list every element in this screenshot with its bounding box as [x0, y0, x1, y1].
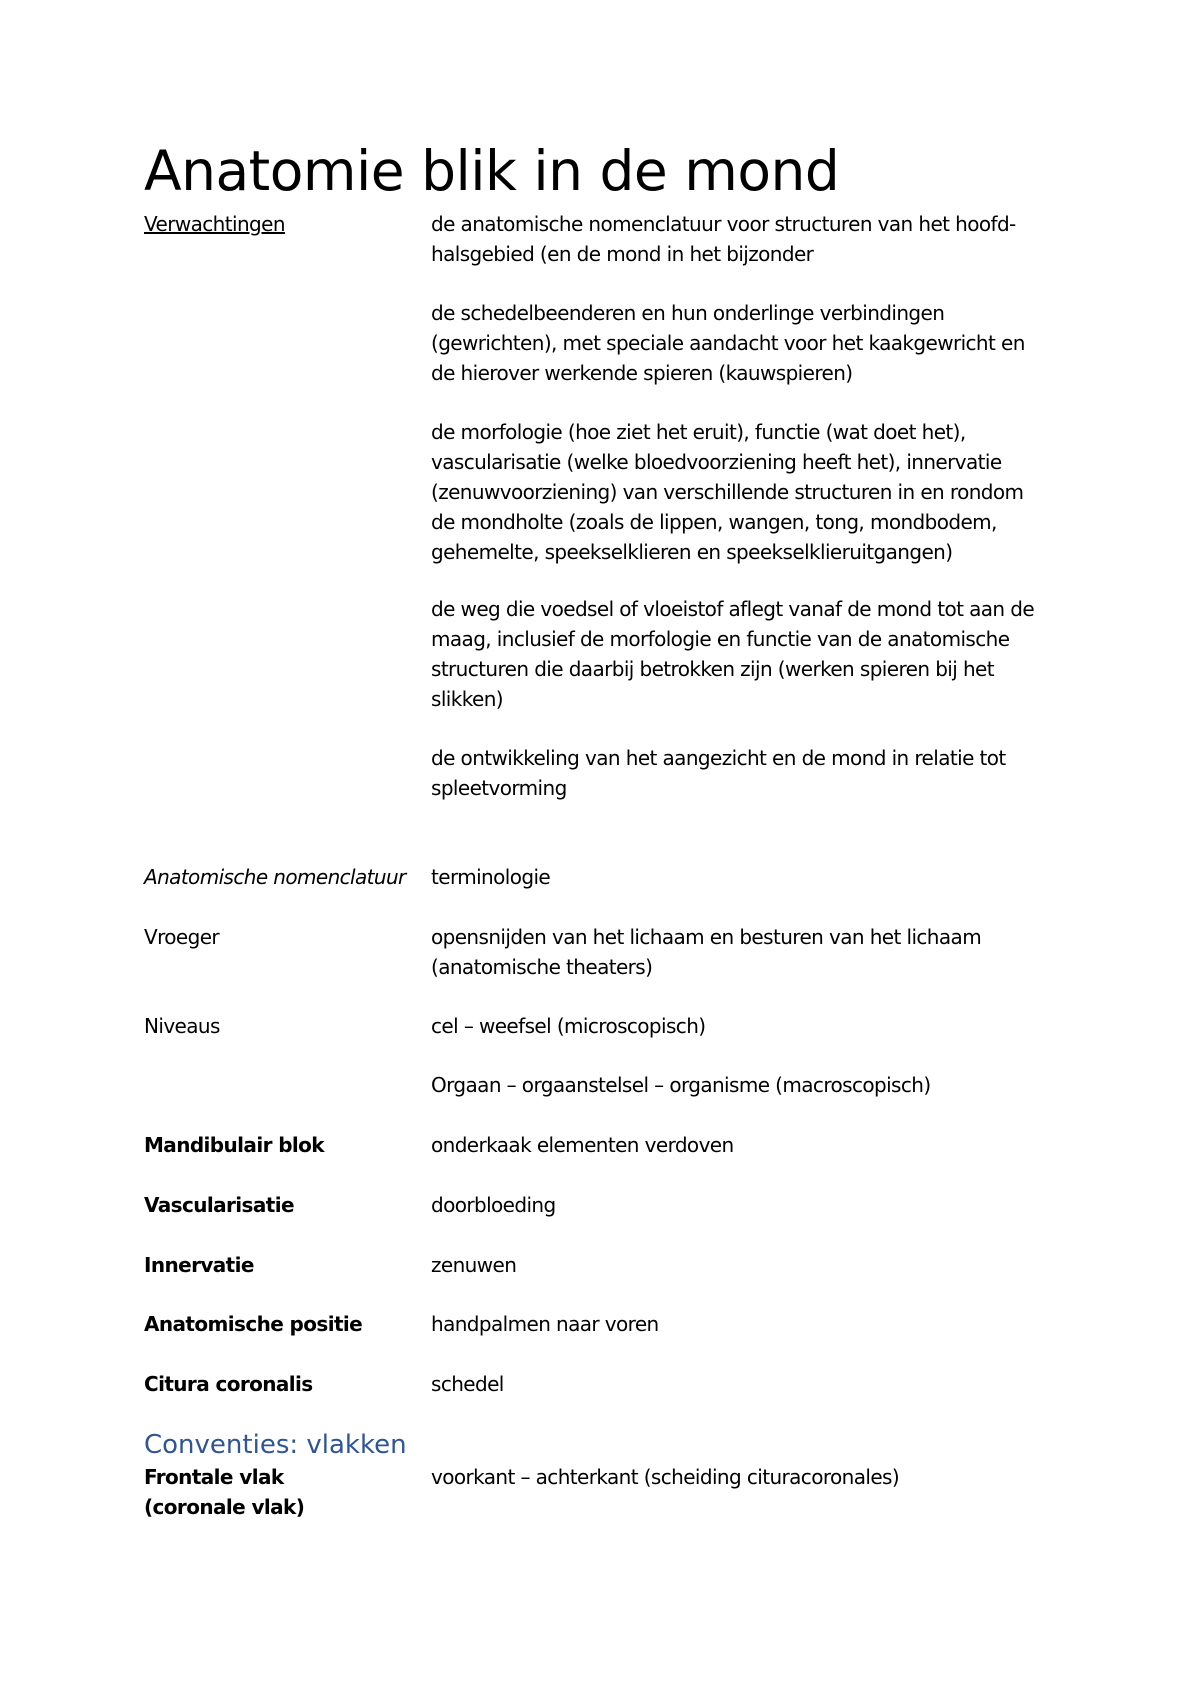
term-innervatie: Innervatie	[144, 1253, 254, 1277]
def-niveaus-macro: Orgaan – orgaanstelsel – organisme (macroscopisch)	[431, 1073, 931, 1097]
text-line: (coronale vlak)	[144, 1495, 305, 1519]
verwachtingen-paragraph-5	[431, 743, 1081, 803]
term-frontale-vlak	[144, 1462, 424, 1522]
verwachtingen-paragraph-4	[431, 594, 1081, 714]
text-line: halsgebied (en de mond in het bijzonder	[431, 242, 814, 266]
text-line: vascularisatie (welke bloedvoorziening heeft het), innervatie	[431, 450, 1002, 474]
text-line: maag, inclusief de morfologie en functie van de anatomische	[431, 627, 1010, 651]
term-anatomische-nomenclatuur: Anatomische nomenclatuur	[144, 865, 406, 889]
verwachtingen-paragraph-3	[431, 417, 1081, 567]
verwachtingen-paragraph-2	[431, 298, 1081, 388]
term-verwachtingen: Verwachtingen	[144, 212, 285, 236]
def-anatomische-nomenclatuur: terminologie	[431, 865, 551, 889]
text-line: de hierover werkende spieren (kauwspieren)	[431, 361, 853, 385]
def-anatomische-positie: handpalmen naar voren	[431, 1312, 659, 1336]
def-mandibulair-blok: onderkaak elementen verdoven	[431, 1133, 734, 1157]
term-niveaus: Niveaus	[144, 1014, 220, 1038]
term-citura-coronalis: Citura coronalis	[144, 1372, 313, 1396]
text-line: gehemelte, speekselklieren en speekselklieruitgangen)	[431, 540, 953, 564]
text-line: de ontwikkeling van het aangezicht en de mond in relatie tot	[431, 746, 1006, 770]
term-vroeger: Vroeger	[144, 925, 220, 949]
text-line: de mondholte (zoals de lippen, wangen, tong, mondbodem,	[431, 510, 997, 534]
section-heading-conventies: Conventies: vlakken	[144, 1430, 407, 1460]
def-innervatie: zenuwen	[431, 1253, 517, 1277]
term-vascularisatie: Vascularisatie	[144, 1193, 294, 1217]
text-line: Frontale vlak	[144, 1465, 284, 1489]
text-line: de schedelbeenderen en hun onderlinge verbindingen	[431, 301, 945, 325]
text-line: de morfologie (hoe ziet het eruit), functie (wat doet het),	[431, 420, 966, 444]
def-vascularisatie: doorbloeding	[431, 1193, 556, 1217]
def-frontale-vlak: voorkant – achterkant (scheiding cituracoronales)	[431, 1465, 900, 1489]
text-line: de anatomische nomenclatuur voor structuren van het hoofd-	[431, 212, 1016, 236]
text-line: spleetvorming	[431, 776, 567, 800]
text-line: (gewrichten), met speciale aandacht voor het kaakgewricht en	[431, 331, 1025, 355]
def-citura-coronalis: schedel	[431, 1372, 504, 1396]
text-line: opensnijden van het lichaam en besturen van het lichaam	[431, 925, 982, 949]
def-vroeger	[431, 922, 1081, 982]
text-line: (anatomische theaters)	[431, 955, 653, 979]
text-line: slikken)	[431, 687, 503, 711]
text-line: (zenuwvoorziening) van verschillende structuren in en rondom	[431, 480, 1024, 504]
def-niveaus-micro: cel – weefsel (microscopisch)	[431, 1014, 706, 1038]
term-mandibulair-blok: Mandibulair blok	[144, 1133, 325, 1157]
verwachtingen-paragraph-1	[431, 209, 1081, 269]
text-line: structuren die daarbij betrokken zijn (werken spieren bij het	[431, 657, 994, 681]
term-anatomische-positie: Anatomische positie	[144, 1312, 363, 1336]
text-line: de weg die voedsel of vloeistof aflegt vanaf de mond tot aan de	[431, 597, 1035, 621]
document-title: Anatomie blik in de mond	[144, 139, 840, 203]
